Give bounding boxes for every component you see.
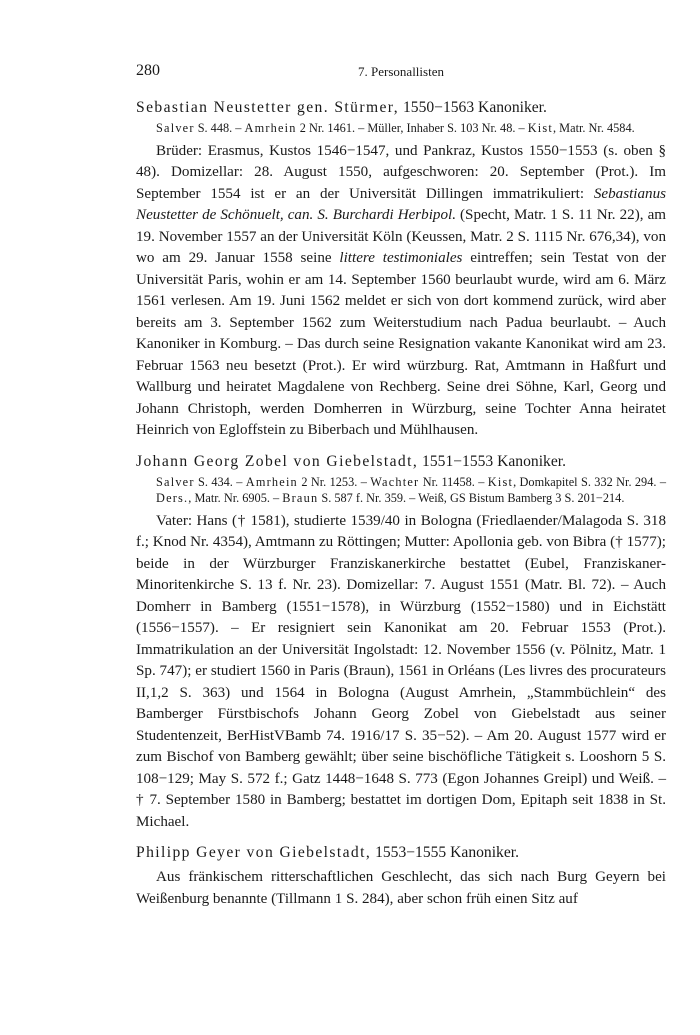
source-text: 2 Nr. 1253. – [297,474,371,489]
person-entry [136,452,666,834]
author-name: Braun [282,491,319,505]
book-page [136,62,666,910]
author-name: Amrhein [245,474,298,489]
entry-heading [136,98,666,118]
entry-heading [136,452,666,472]
body-text: Brüder: Erasmus, Kustos 1546−1547, und Pankraz, Kustos 1550−1553 (s. oben § 48). Domizellar: 28. August 1550, aufgeschworen: 20. September (Prot.). Im September 1554 ist er an der Universität Dillingen immatrikuliert: [136,142,666,202]
person-entry [136,843,666,910]
source-text: , Domkapitel S. 332 Nr. 294. – [513,474,666,489]
source-references [156,120,666,137]
source-text: S. 434. – [194,474,246,489]
body-text: Aus fränkischem ritterschaftlichen Geschlecht, das sich nach Burg Geyern bei Weißenburg benannte (Tillmann 1 S. 284), aber schon früh einen Sitz auf [136,869,666,907]
person-entry [136,98,666,442]
entry-body [136,867,666,910]
source-references [156,474,666,507]
running-title: 7. Personallisten [358,64,444,79]
author-name: Ders. [156,491,189,505]
author-name: Salver [156,474,195,489]
page-number: 280 [136,62,160,79]
source-text: S. 587 f. Nr. 359. – Weiß, GS Bistum Bamberg 3 S. 201−214. [318,491,625,505]
entry-heading [136,843,666,863]
author-name: Kist [487,474,514,489]
source-text: , Matr. Nr. 4584. [553,121,635,135]
author-name: Wachter [370,474,420,489]
entry-body [136,141,666,442]
body-text: eintreffen; sein Testat von der Universität Paris, wohin er am 14. September 1560 beurlaubt wurde, wird am 6. März 1561 verlesen. Am 19. Juni 1562 meldet er sich von dort kommend zurück, wird aber bereits am 3. September 1562 zum Weiterstudium nach Padua beurlaubt. – Auch Kanoniker in Komburg. – Das durch seine Resignation vakante Kanonikat wird am 23. Februar 1563 neu besetzt (Prot.). Er wird würzburg. Rat, Amtmann in Haßfurt und Wallburg und heiratet Magdalene von Rechberg. Seine drei Söhne, Karl, Georg und Johann Christoph, werden Domherren in Würzburg, seine Tochter Anna heiratet Heinrich von Egloffstein zu Biberbach und Mühlhausen. [136,250,666,438]
author-name: Salver [156,121,195,135]
source-text: , Matr. Nr. 6905. – [188,491,283,505]
person-dates: 1551−1553 Kanoniker. [422,452,566,470]
person-name: Philipp Geyer von Giebelstadt, [136,844,372,861]
person-dates: 1553−1555 Kanoniker. [375,844,519,861]
body-text: (Specht, Matr. 1 S. 11 Nr. 22), am 19. November 1557 an der Universität Köln (Keussen, Matr. 2 S. 1115 Nr. 676,34), von wo am 29. Januar 1558 seine [136,207,667,266]
author-name: Amrhein [244,121,297,135]
person-name: Sebastian Neustetter gen. Stürmer, [136,99,400,116]
italic-quote: littere testimoniales [339,250,463,266]
source-text: S. 448. – [194,121,245,135]
italic-quote: Sebastianus Neustetter de Schönuelt, can. S. Burchardi Herbipol. [136,185,666,223]
source-text: 2 Nr. 1461. – Müller, Inhaber S. 103 Nr. 48. – [296,121,528,135]
person-dates: 1550−1563 Kanoniker. [402,99,547,116]
person-name: Johann Georg Zobel von Giebelstadt, [136,452,419,470]
body-text: Vater: Hans († 1581), studierte 1539/40 in Bologna (Friedlaender/Malagoda S. 318 f.; Knod Nr. 4354), Amtmann zu Röttingen; Mutter: Apollonia geb. von Bibra († 1577); beide in der Würzburger Franziskanerkirche bestattet (Eubel, Franziskaner-Minoritenkirche S. 13 f. Nr. 23). Domizellar: 7. August 1551 (Matr. Bl. 72). – Auch Domherr in Bamberg (1551−1578), in Würzburg (1552−1580) und in Eichstätt (1556−1557). – Er resigniert sein Kanonikat am 20. Februar 1553 (Prot.). Immatrikulation an der Universität Ingolstadt: 12. November 1556 (v. Pölnitz, Matr. 1 Sp. 747); er studiert 1560 in Paris (Braun), 1561 in Orléans (Les livres des procurateurs II,1,2 S. 363) und 1564 in Bologna (August Amrhein, „Stammbüchlein“ des Bamberger Fürstbischofs Johann Georg Zobel von Giebelstadt aus seiner Studentenzeit, BerHistVBamb 74. 1916/17 S. 35−52). – Am 20. August 1577 wird er zum Bischof von Bamberg gewählt; über seine bischöfliche Tätigkeit s. Looshorn 5 S. 108−129; May S. 572 f.; Gatz 1448−1648 S. 773 (Egon Johannes Greipl) und Weiß. – † 7. September 1580 in Bamberg; bestattet im dortigen Dom, Epitaph seit 1838 in St. Michael. [136,512,666,830]
source-text: Nr. 11458. – [419,474,488,489]
author-name: Kist [527,121,554,135]
entry-body [136,511,666,834]
page-header [136,62,666,84]
